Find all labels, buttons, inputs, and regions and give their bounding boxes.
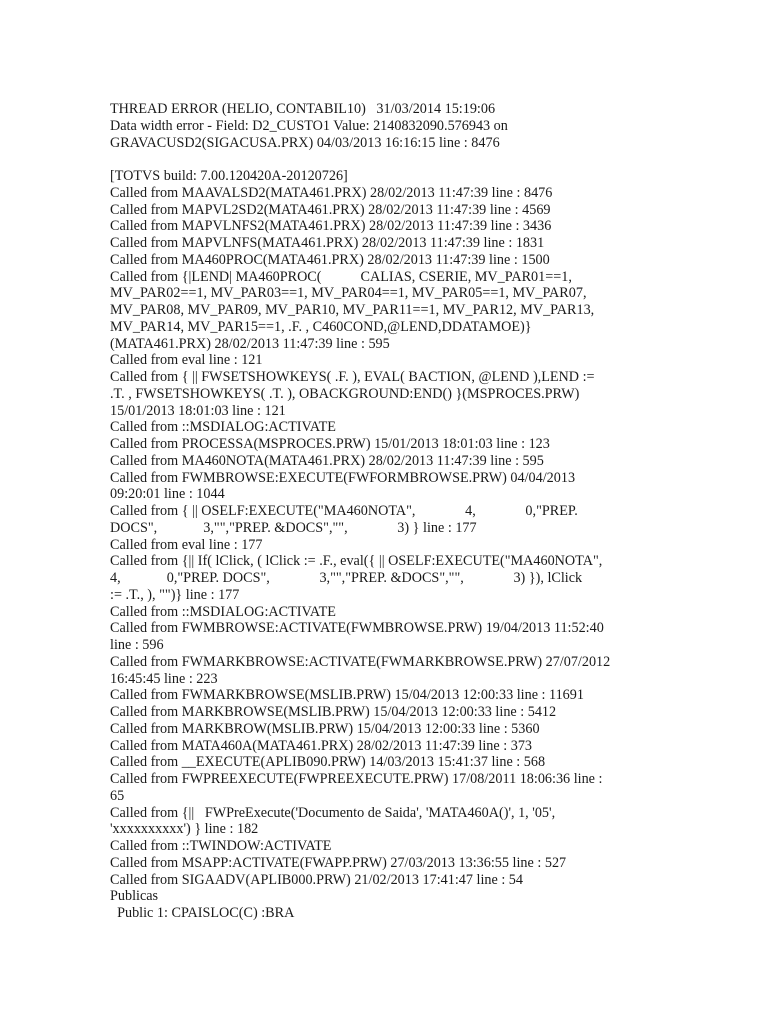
log-line: .T. , FWSETSHOWKEYS( .T. ), OBACKGROUND:END() }(MSPROCES.PRW) — [110, 385, 580, 402]
log-line: 65 — [110, 787, 125, 804]
log-line: 09:20:01 line : 1044 — [110, 486, 225, 503]
log-line: 16:45:45 line : 223 — [110, 670, 218, 687]
log-line: Called from MARKBROW(MSLIB.PRW) 15/04/2013 12:00:33 line : 5360 — [110, 720, 540, 737]
log-line: Called from MAPVL2SD2(MATA461.PRX) 28/02/2013 11:47:39 line : 4569 — [110, 201, 551, 218]
blank-line — [110, 151, 710, 168]
log-line: Called from { || OSELF:EXECUTE("MA460NOTA", 4, 0,"PREP. — [110, 503, 578, 519]
log-line: line : 596 — [110, 637, 164, 653]
log-line: Called from MATA460A(MATA461.PRX) 28/02/2013 11:47:39 line : 373 — [110, 737, 533, 754]
log-line: Public 1: CPAISLOC(C) :BRA — [110, 905, 295, 921]
log-line: Called from FWMARKBROWSE(MSLIB.PRW) 15/04/2013 12:00:33 line : 11691 — [110, 687, 584, 704]
error-log-text — [110, 101, 710, 922]
log-line: DOCS", 3,"","PREP. &DOCS","", 3) } line : 177 — [110, 519, 477, 536]
log-line: Called from __EXECUTE(APLIB090.PRW) 14/03/2013 15:41:37 line : 568 — [110, 754, 546, 771]
log-line: Called from eval line : 177 — [110, 536, 263, 553]
log-line: MV_PAR08, MV_PAR09, MV_PAR10, MV_PAR11==1, MV_PAR12, MV_PAR13, — [110, 302, 595, 318]
log-line: Called from eval line : 121 — [110, 352, 263, 369]
log-line: Called from ::MSDIALOG:ACTIVATE — [110, 603, 336, 620]
log-line: Called from MAPVLNFS(MATA461.PRX) 28/02/2013 11:47:39 line : 1831 — [110, 235, 545, 251]
log-line: Called from MSAPP:ACTIVATE(FWAPP.PRW) 27/03/2013 13:36:55 line : 527 — [110, 854, 567, 871]
log-line: Called from MAPVLNFS2(MATA461.PRX) 28/02/2013 11:47:39 line : 3436 — [110, 218, 552, 235]
log-line: GRAVACUSD2(SIGACUSA.PRX) 04/03/2013 16:16:15 line : 8476 — [110, 134, 500, 151]
log-line: Called from {|LEND| MA460PROC( CALIAS, CSERIE, MV_PAR01==1, — [110, 268, 572, 285]
log-line: Called from FWMBROWSE:ACTIVATE(FWMBROWSE.PRW) 19/04/2013 11:52:40 — [110, 620, 604, 637]
log-line: [TOTVS build: 7.00.120420A-20120726] — [110, 168, 348, 184]
log-line: Called from SIGAADV(APLIB000.PRW) 21/02/2013 17:41:47 line : 54 — [110, 871, 523, 888]
log-line: MV_PAR02==1, MV_PAR03==1, MV_PAR04==1, MV_PAR05==1, MV_PAR07, — [110, 285, 587, 302]
log-line: Called from MAAVALSD2(MATA461.PRX) 28/02/2013 11:47:39 line : 8476 — [110, 184, 553, 201]
log-line: Called from FWMARKBROWSE:ACTIVATE(FWMARKBROWSE.PRW) 27/07/2012 — [110, 653, 611, 670]
log-line: Called from ::TWINDOW:ACTIVATE — [110, 838, 332, 854]
log-line: Publicas — [110, 888, 159, 905]
log-line: Called from MA460NOTA(MATA461.PRX) 28/02/2013 11:47:39 line : 595 — [110, 452, 544, 469]
log-line: Data width error - Field: D2_CUSTO1 Value: 2140832090.576943 on — [110, 117, 508, 134]
log-line: Called from MA460PROC(MATA461.PRX) 28/02/2013 11:47:39 line : 1500 — [110, 251, 550, 268]
log-line: 15/01/2013 18:01:03 line : 121 — [110, 402, 286, 419]
log-line: Called from ::MSDIALOG:ACTIVATE — [110, 419, 336, 436]
log-line: Called from {|| If( lClick, ( lClick := .F., eval({ || OSELF:EXECUTE("MA460NOTA", — [110, 553, 603, 570]
log-line: := .T., ), "")} line : 177 — [110, 586, 240, 603]
log-line: Called from MARKBROWSE(MSLIB.PRW) 15/04/2013 12:00:33 line : 5412 — [110, 704, 557, 720]
log-line: (MATA461.PRX) 28/02/2013 11:47:39 line : 595 — [110, 335, 390, 352]
log-line: Called from FWPREEXECUTE(FWPREEXECUTE.PRW) 17/08/2011 18:06:36 line : — [110, 771, 603, 787]
log-line: Called from FWMBROWSE:EXECUTE(FWFORMBROWSE.PRW) 04/04/2013 — [110, 469, 576, 486]
log-line: THREAD ERROR (HELIO, CONTABIL10) 31/03/2014 15:19:06 — [110, 101, 496, 117]
log-line: Called from {|| FWPreExecute('Documento de Saida', 'MATA460A()', 1, '05', — [110, 804, 556, 821]
log-line: 4, 0,"PREP. DOCS", 3,"","PREP. &DOCS","", 3) }), lClick — [110, 570, 583, 586]
log-line: MV_PAR14, MV_PAR15==1, .F. , C460COND,@LEND,DDATAMOE)} — [110, 318, 532, 335]
log-line: 'xxxxxxxxxx') } line : 182 — [110, 821, 259, 838]
log-line: Called from PROCESSA(MSPROCES.PRW) 15/01/2013 18:01:03 line : 123 — [110, 436, 550, 452]
log-line: Called from { || FWSETSHOWKEYS( .F. ), EVAL( BACTION, @LEND ),LEND := — [110, 369, 595, 385]
